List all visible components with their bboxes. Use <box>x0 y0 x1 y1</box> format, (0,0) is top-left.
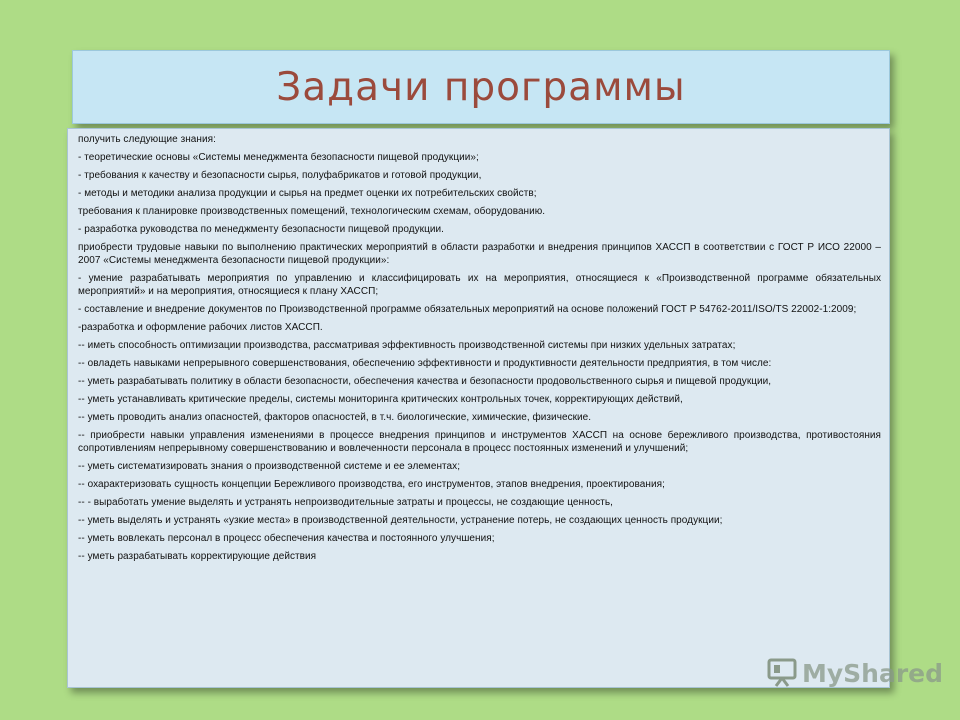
paragraph: -- уметь устанавливать критические пределы, системы мониторинга критических контрольных точек, корректирующих действий, <box>78 394 683 405</box>
paragraph: -- приобрести навыки управления изменениями в процессе внедрения принципов и инструментов ХАССП на основе бережливого производства, противостояния сопротивлениям непрерывному совершенствованию и вовлеченности персонала в процесс постоянных изменений и улучшений; <box>78 430 881 454</box>
paragraph: -- уметь разрабатывать корректирующие действия <box>78 551 317 562</box>
paragraph: -разработка и оформление рабочих листов ХАССП. <box>78 322 323 333</box>
paragraph: - составление и внедрение документов по Производственной программе обязательных мероприятий на основе положений ГОСТ Р 54762-2011/ISO/TS 22002-1:2009; <box>78 304 857 315</box>
content-box <box>67 128 890 688</box>
paragraph: - теоретические основы «Системы менеджмента безопасности пищевой продукции»; <box>78 152 479 163</box>
paragraph: -- овладеть навыками непрерывного совершенствования, обеспечению эффективности и продуктивности деятельности предприятия, в том числе: <box>78 358 772 369</box>
paragraph: требования к планировке производственных помещений, технологическим схемам, оборудованию. <box>78 206 546 217</box>
paragraph: приобрести трудовые навыки по выполнению практических мероприятий в области разработки и внедрения принципов ХАССП в соответствии с ГОСТ Р ИСО 22000 – 2007 «Системы менеджмента безопасности пищевой продукции»: <box>78 242 881 266</box>
paragraph: -- уметь выделять и устранять «узкие места» в производственной деятельности, устранение потерь, не создающих ценность продукции; <box>78 515 723 526</box>
paragraph: получить следующие знания: <box>78 134 216 145</box>
paragraph: -- уметь проводить анализ опасностей, факторов опасностей, в т.ч. биологические, химические, физические. <box>78 412 592 423</box>
watermark <box>766 655 943 691</box>
slide-title: Задачи программы <box>276 64 686 110</box>
paragraph: -- уметь разрабатывать политику в области безопасности, обеспечения качества и безопасности продовольственного сырья и пищевой продукции, <box>78 376 772 387</box>
paragraph: - разработка руководства по менеджменту безопасности пищевой продукции. <box>78 224 444 235</box>
watermark-text: MyShared <box>802 658 944 688</box>
paragraph: -- охарактеризовать сущность концепции Бережливого производства, его инструментов, этапов внедрения, проектирования; <box>78 479 665 490</box>
paragraph: - требования к качеству и безопасности сырья, полуфабрикатов и готовой продукции, <box>78 170 482 181</box>
paragraph: - методы и методики анализа продукции и сырья на предмет оценки их потребительских свойств; <box>78 188 537 199</box>
paragraph: -- уметь систематизировать знания о производственной системе и ее элементах; <box>78 461 461 472</box>
paragraph: -- - выработать умение выделять и устранять непроизводительные затраты и процессы, не создающие ценность, <box>78 497 613 508</box>
projector-screen-icon <box>766 658 798 688</box>
paragraph: - умение разрабатывать мероприятия по управлению и классифицировать их на мероприятия, относящиеся к «Производственной программе обязательных мероприятий» и на мероприятия, относящиеся к плану ХАССП; <box>78 273 881 297</box>
paragraph: -- уметь вовлекать персонал в процесс обеспечения качества и постоянного улучшения; <box>78 533 495 544</box>
paragraph: -- иметь способность оптимизации производства, рассматривая эффективность производственной системы при низких удельных затратах; <box>78 340 736 351</box>
title-box <box>72 50 890 124</box>
